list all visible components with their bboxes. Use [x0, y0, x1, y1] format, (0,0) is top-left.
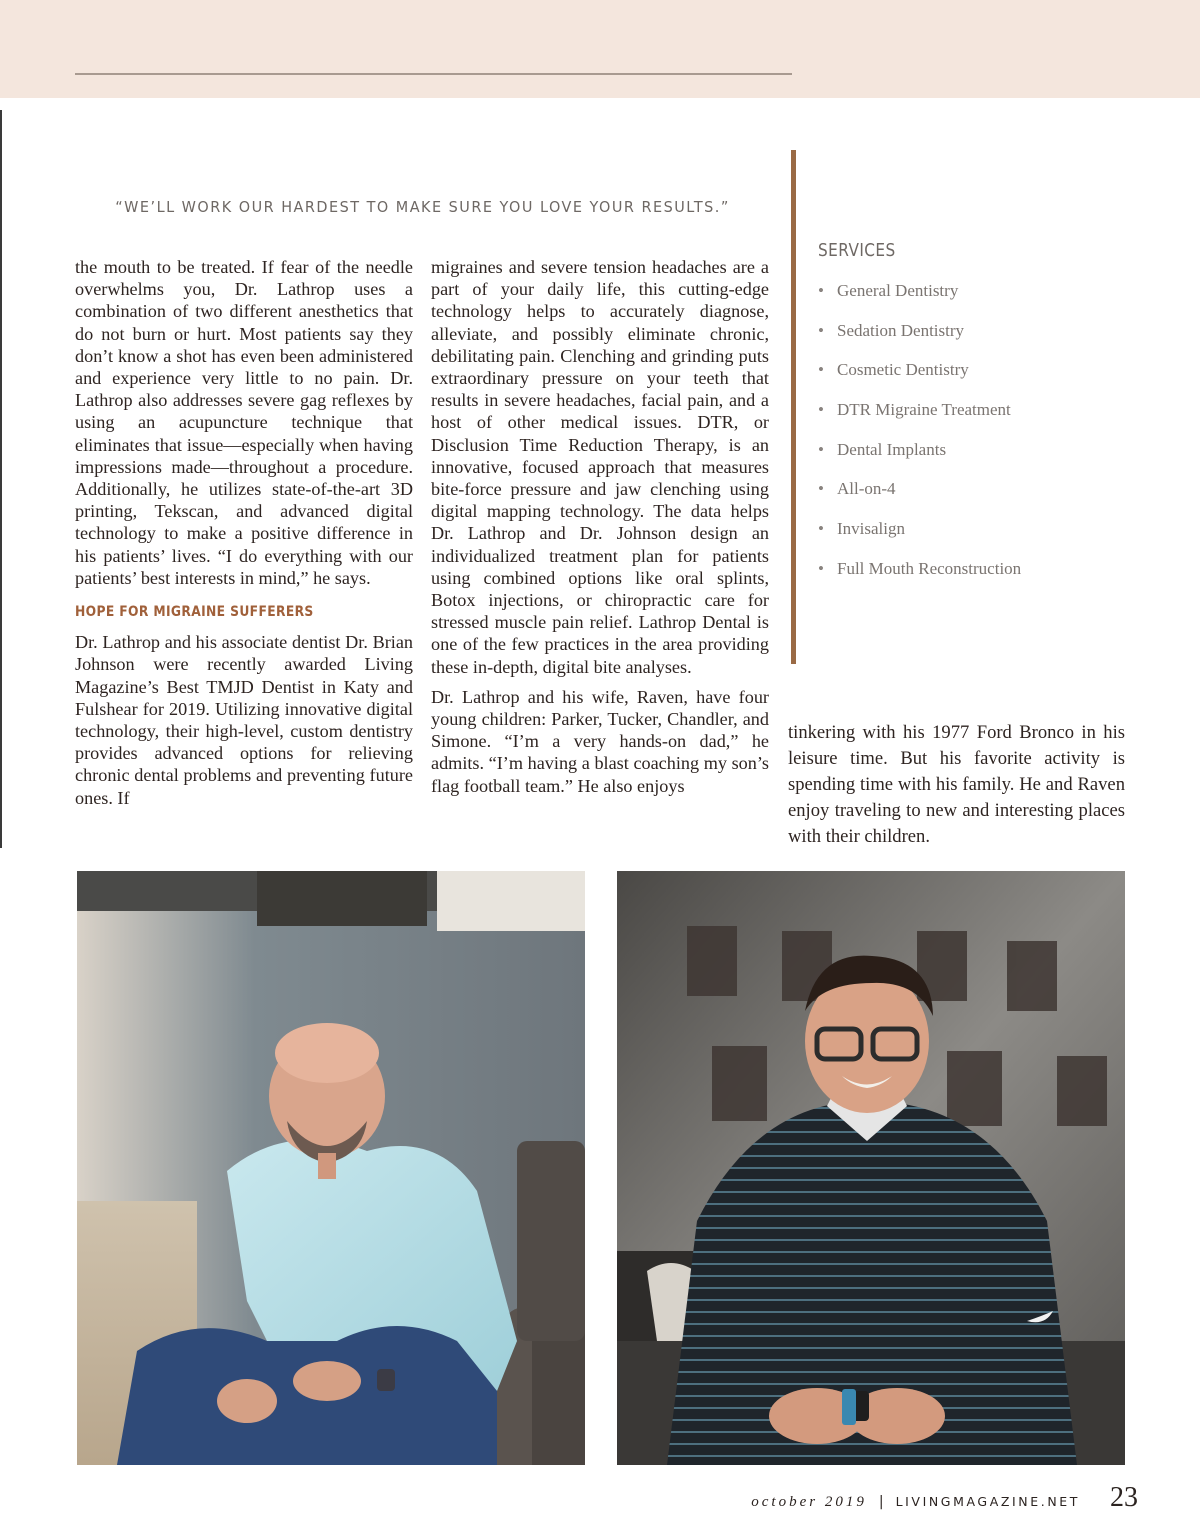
footer-separator: |	[878, 1494, 884, 1510]
service-item	[818, 360, 1021, 400]
article-column-1	[75, 256, 413, 817]
article-paragraph: tinkering with his 1977 Ford Bronco in his leisure time. But his favorite activity is spending time with his family. He and Raven enjoy traveling to new and interesting places with their children.	[788, 722, 1125, 847]
section-subhead: HOPE FOR MIGRAINE SUFFERERS	[75, 604, 314, 621]
article-column-3	[788, 720, 1125, 858]
service-label: General Dentistry	[837, 281, 959, 300]
pull-quote: “WE’LL WORK OUR HARDEST TO MAKE SURE YOU LOVE YOUR RESULTS.”	[115, 198, 730, 216]
portrait-photo-dr-johnson	[617, 871, 1125, 1465]
service-item	[818, 281, 1021, 321]
service-item	[818, 519, 1021, 559]
service-label: All-on-4	[837, 479, 896, 499]
bullet-icon: •	[818, 281, 824, 300]
bullet-icon: •	[818, 439, 824, 459]
service-item	[818, 559, 1021, 599]
article-paragraph: migraines and severe tension headaches are a part of your daily life, this cutting-edge technology helps to accurately diagnose, alleviate, and possibly eliminate chronic, debilitating pain. Clenching and grinding puts extraordinary pressure on your teeth that results in severe headaches, facial pain, and a host of other medical issues. DTR, or Disclusion Time Reduction Therapy, is an innovative, focused approach that measures bite-force pressure and jaw clenching using digital mapping technology. The data helps Dr. Lathrop and Dr. Johnson design an individualized treatment plan for patients using combined options like oral splints, Botox injections, or chiropractic care for stressed muscle pain relief. Lathrop Dental is one of the few practices in the area providing these in-depth, digital bite analyses.	[431, 257, 769, 677]
article-paragraph: Dr. Lathrop and his associate dentist Dr. Brian Johnson were recently awarded Living Magazine’s Best TMJD Dentist in Katy and Fulshear for 2019. Utilizing innovative digital technology, their high-level, custom dentistry provides advanced options for relieving chronic dental problems and preventing future ones. If	[75, 632, 413, 808]
header-rule	[75, 73, 792, 75]
footer-date: october 2019	[751, 1494, 867, 1510]
service-label: Full Mouth Reconstruction	[837, 558, 1022, 578]
bullet-icon: •	[818, 320, 824, 340]
article-paragraph: the mouth to be treated. If fear of the needle overwhelms you, Dr. Lathrop uses a combination of two different anesthetics that do not burn or hurt. Most patients say they don’t know a shot has even been administered and experience very little to no pain. Dr. Lathrop also addresses severe gag reflexes by using an acupuncture technique that eliminates that issue—especially when having impressions made—throughout a procedure. Additionally, he utilizes state-of-the-art 3D printing, Tekscan, and advanced digital technology to make a positive difference in his patients’ lives. “I do everything with our patients’ best interests in mind,” he says.	[75, 257, 413, 588]
bullet-icon: •	[818, 400, 824, 420]
services-accent-bar	[791, 150, 796, 664]
service-item	[818, 479, 1021, 519]
header-band	[0, 0, 1200, 98]
bullet-icon: •	[818, 479, 824, 499]
services-list	[818, 281, 1021, 599]
article-column-2	[431, 256, 769, 805]
service-item	[818, 400, 1021, 440]
service-item	[818, 440, 1021, 480]
service-label: Sedation Dentistry	[837, 320, 965, 340]
bullet-icon: •	[818, 519, 824, 539]
services-title: SERVICES	[818, 240, 896, 261]
service-item	[818, 321, 1021, 361]
portrait-photo-dr-lathrop	[77, 871, 585, 1465]
page-footer	[751, 1482, 1138, 1512]
article-paragraph: Dr. Lathrop and his wife, Raven, have four young children: Parker, Tucker, Chandler, and Simone. “I’m a very hands-on dad,” he admits. “I’m having a blast coaching my son’s flag football team.” He also enjoys	[431, 686, 769, 796]
service-label: Invisalign	[837, 519, 905, 539]
page-edge-line	[0, 110, 2, 848]
service-label: Dental Implants	[837, 439, 947, 459]
bullet-icon: •	[818, 360, 824, 380]
bullet-icon: •	[818, 558, 824, 578]
service-label: Cosmetic Dentistry	[837, 360, 969, 380]
page-number: 23	[1110, 1482, 1138, 1513]
footer-site: LIVINGMAGAZINE.NET	[895, 1494, 1080, 1509]
service-label: DTR Migraine Treatment	[837, 400, 1011, 420]
